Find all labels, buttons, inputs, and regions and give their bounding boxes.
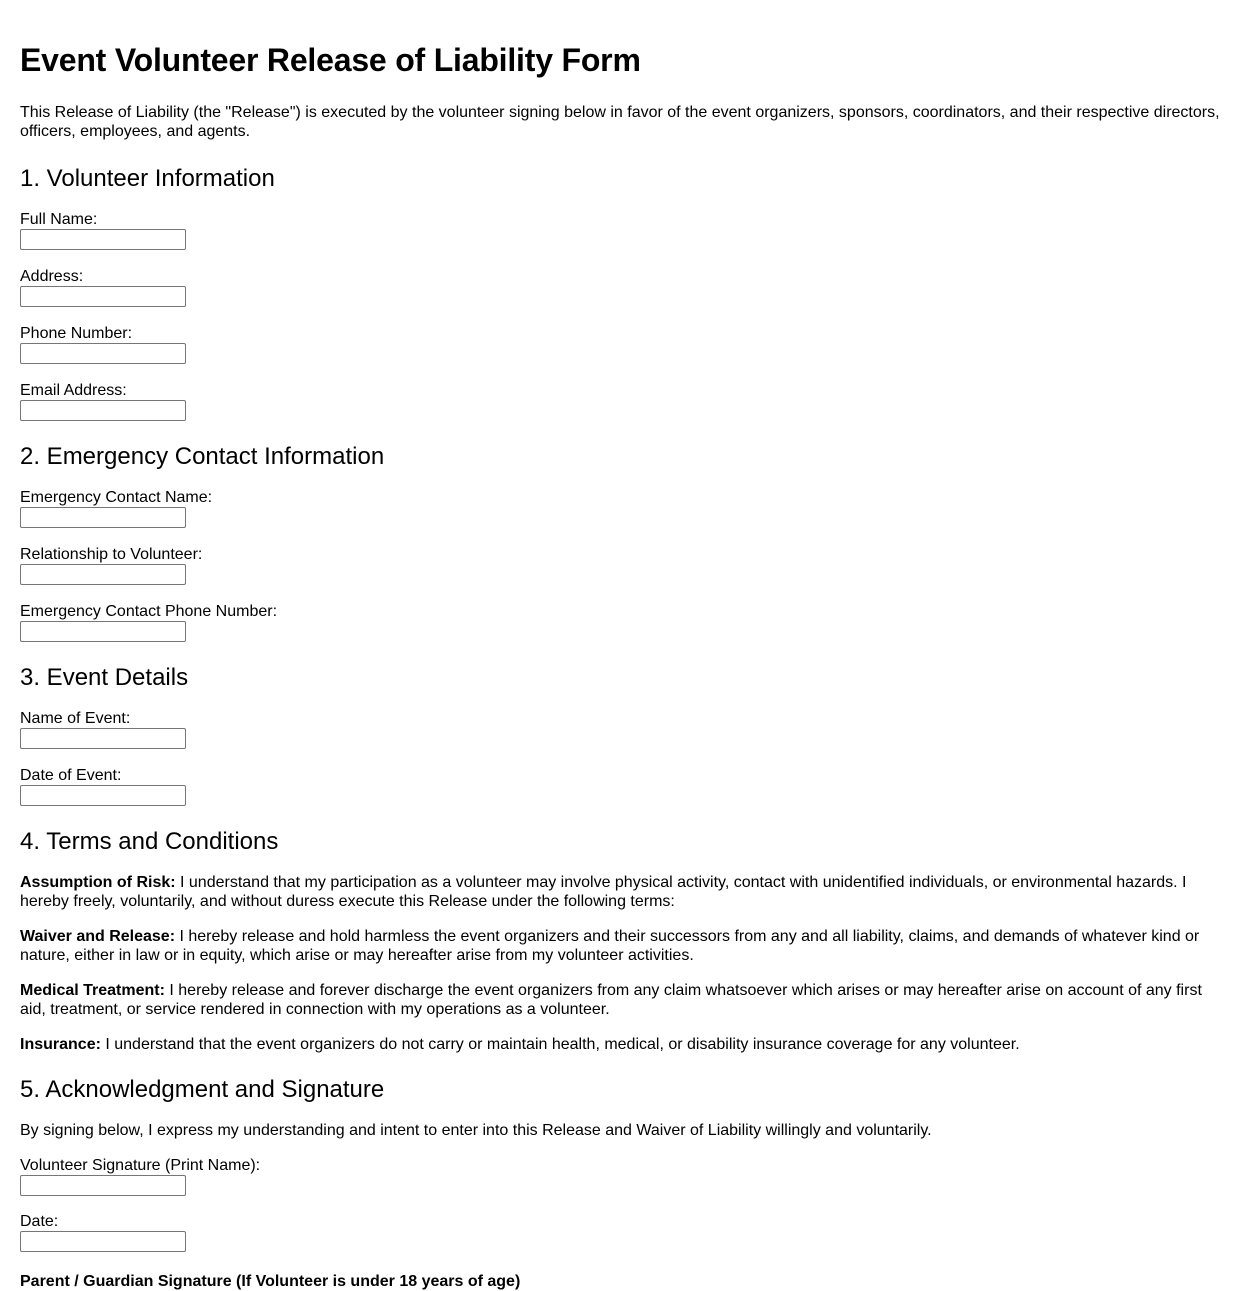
term-text: I hereby release and hold harmless the event organizers and their successors from any and all liability, claims, and demands of whatever kind or nature, either in law or in equity, which arise or may hereafter arise from my volunteer activities. (20, 928, 1200, 964)
emergency-contact-name-input[interactable] (20, 507, 186, 528)
section-emergency-contact (20, 421, 1227, 642)
section-body-terms (20, 856, 1227, 1054)
emergency-contact-phone-label: Emergency Contact Phone Number: (20, 603, 278, 620)
address-input[interactable] (20, 286, 186, 307)
field-emergency-contact-name (20, 488, 1227, 528)
signature-date-label: Date: (20, 1213, 59, 1230)
field-event-date (20, 766, 1227, 806)
address-label: Address: (20, 268, 84, 285)
term-title: Assumption of Risk: (20, 874, 176, 891)
intro-paragraph: This Release of Liability (the "Release") is executed by the volunteer signing below in favor of the event organizers, sponsors, coordinators, and their respective directors, officers, employees, and agents. (20, 104, 1220, 140)
term-waiver-and-release (20, 927, 1227, 965)
term-assumption-of-risk (20, 873, 1227, 911)
phone-number-label: Phone Number: (20, 325, 133, 342)
section-heading-terms: 4. Terms and Conditions (20, 828, 279, 855)
term-text: I understand that my participation as a volunteer may involve physical activity, contact with unidentified individuals, or environmental hazards. I hereby freely, voluntarily, and without duress execute this Release under the following terms: (20, 874, 1187, 910)
event-name-input[interactable] (20, 728, 186, 749)
email-address-input[interactable] (20, 400, 186, 421)
form-title: Event Volunteer Release of Liability Form (20, 42, 641, 78)
field-phone-number (20, 324, 1227, 364)
parent-guardian-heading: Parent / Guardian Signature (If Volunteer is under 18 years of age) (20, 1273, 521, 1290)
event-date-input[interactable] (20, 785, 186, 806)
section-heading-emergency: 2. Emergency Contact Information (20, 443, 385, 470)
event-date-label: Date of Event: (20, 767, 122, 784)
volunteer-signature-label: Volunteer Signature (Print Name): (20, 1157, 261, 1174)
section-terms-and-conditions (20, 806, 1227, 1054)
term-title: Medical Treatment: (20, 982, 165, 999)
term-text: I understand that the event organizers do not carry or maintain health, medical, or disability insurance coverage for any volunteer. (100, 1036, 1020, 1053)
signature-date-input[interactable] (20, 1231, 186, 1252)
section-body-emergency (20, 471, 1227, 642)
section-heading-volunteer: 1. Volunteer Information (20, 165, 275, 192)
section-heading-acknowledgment: 5. Acknowledgment and Signature (20, 1076, 385, 1103)
phone-number-input[interactable] (20, 343, 186, 364)
full-name-input[interactable] (20, 229, 186, 250)
field-email-address (20, 381, 1227, 421)
email-address-label: Email Address: (20, 382, 127, 399)
section-acknowledgment-signature (20, 1054, 1227, 1291)
field-relationship (20, 545, 1227, 585)
section-body-volunteer (20, 193, 1227, 421)
term-title: Waiver and Release: (20, 928, 176, 945)
term-medical-treatment (20, 981, 1227, 1019)
section-volunteer-information (20, 141, 1227, 421)
field-volunteer-signature (20, 1156, 1227, 1196)
field-full-name (20, 210, 1227, 250)
field-signature-date (20, 1212, 1227, 1252)
field-address (20, 267, 1227, 307)
volunteer-signature-input[interactable] (20, 1175, 186, 1196)
event-name-label: Name of Event: (20, 710, 131, 727)
field-emergency-contact-phone (20, 602, 1227, 642)
term-insurance (20, 1035, 1227, 1054)
relationship-label: Relationship to Volunteer: (20, 546, 203, 563)
field-event-name (20, 709, 1227, 749)
section-heading-event: 3. Event Details (20, 664, 189, 691)
section-body-event (20, 692, 1227, 806)
emergency-contact-name-label: Emergency Contact Name: (20, 489, 213, 506)
acknowledgment-statement: By signing below, I express my understanding and intent to enter into this Release and Waiver of Liability willingly and voluntarily. (20, 1122, 932, 1139)
section-body-acknowledgment (20, 1104, 1227, 1291)
term-text: I hereby release and forever discharge the event organizers from any claim whatsoever which arises or may hereafter arise on account of any first aid, treatment, or service rendered in connection with my operations as a volunteer. (20, 982, 1202, 1018)
relationship-input[interactable] (20, 564, 186, 585)
emergency-contact-phone-input[interactable] (20, 621, 186, 642)
term-title: Insurance: (20, 1036, 101, 1053)
full-name-label: Full Name: (20, 211, 98, 228)
section-event-details (20, 642, 1227, 806)
